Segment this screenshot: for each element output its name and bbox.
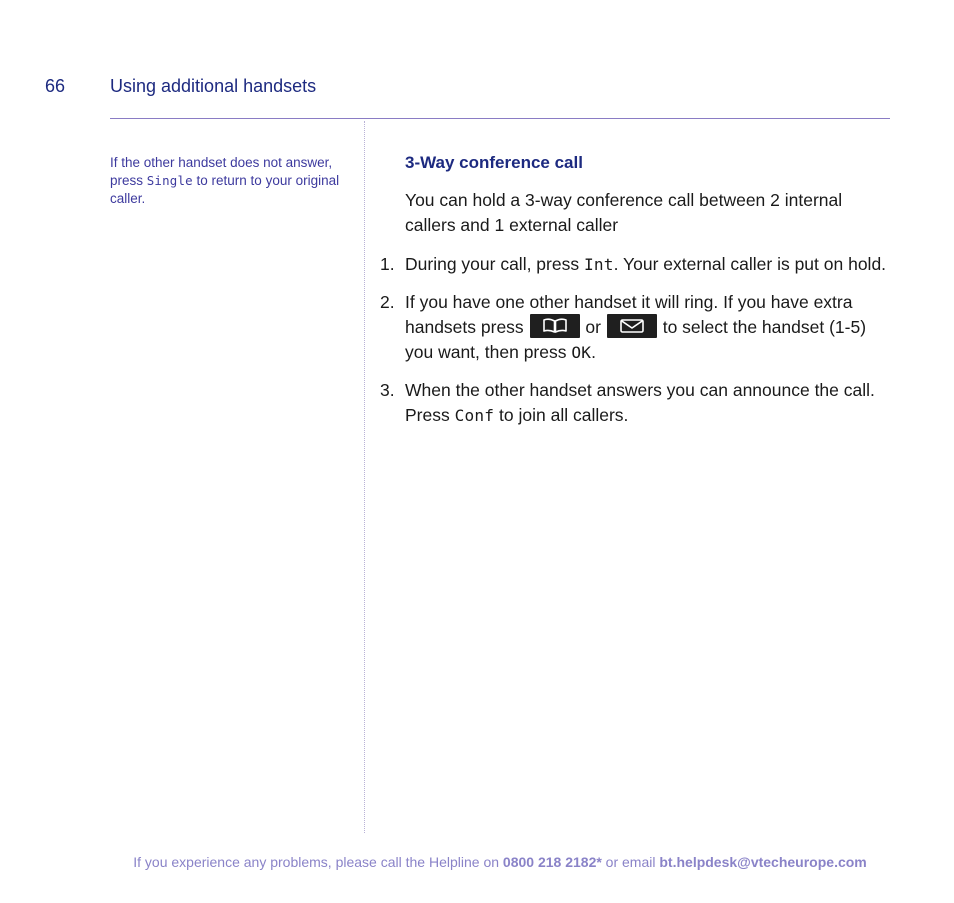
phonebook-button [530,314,580,338]
header-rule [110,118,890,119]
step-text: or [580,317,606,337]
step-text: . Your external caller is put on hold. [613,254,887,274]
step-text: to join all callers. [494,405,629,426]
display-word-conf: Conf [454,406,495,426]
display-word-int: Int [583,255,614,274]
envelope-button [607,314,657,338]
step-number: 1. [380,254,395,274]
step-text: If you have one other handset it will ring. If you have extra handsets press [405,292,853,337]
step-list [380,252,890,428]
section-title: Using additional handsets [110,76,317,96]
side-note-text-after: to return to your original caller. [110,173,340,206]
side-note-display-word: Single [146,173,193,188]
display-word-ok: OK [571,343,592,363]
step-item [380,252,890,277]
main-content [380,152,890,441]
step-text: . [591,342,597,363]
side-note-text-before: If the other handset does not answer, press [110,155,333,188]
step-item [380,290,890,365]
page-number: 66 [45,76,66,96]
footer-text-before: If you experience any problems, please call the Helpline on [133,854,503,870]
step-number: 3. [380,380,395,401]
step-text: When the other handset answers you can announce the call. Press [405,380,875,426]
intro-paragraph: You can hold a 3-way conference call between 2 internal callers and 1 external caller [405,190,843,235]
step-number: 2. [380,292,395,312]
envelope-icon [619,318,645,334]
phonebook-icon [542,318,568,334]
footer [0,854,954,870]
side-note [110,154,355,208]
footer-text-middle: or email [601,854,660,870]
helpline-phone: 0800 218 2182* [502,854,602,870]
content-heading: 3-Way conference call [405,153,583,172]
column-divider [364,121,365,833]
helpdesk-email: bt.helpdesk@vtecheurope.com [659,854,867,870]
step-text: During your call, press [405,254,584,274]
step-text: to select the handset (1-5) you want, then press [405,317,867,363]
step-item [380,378,890,428]
